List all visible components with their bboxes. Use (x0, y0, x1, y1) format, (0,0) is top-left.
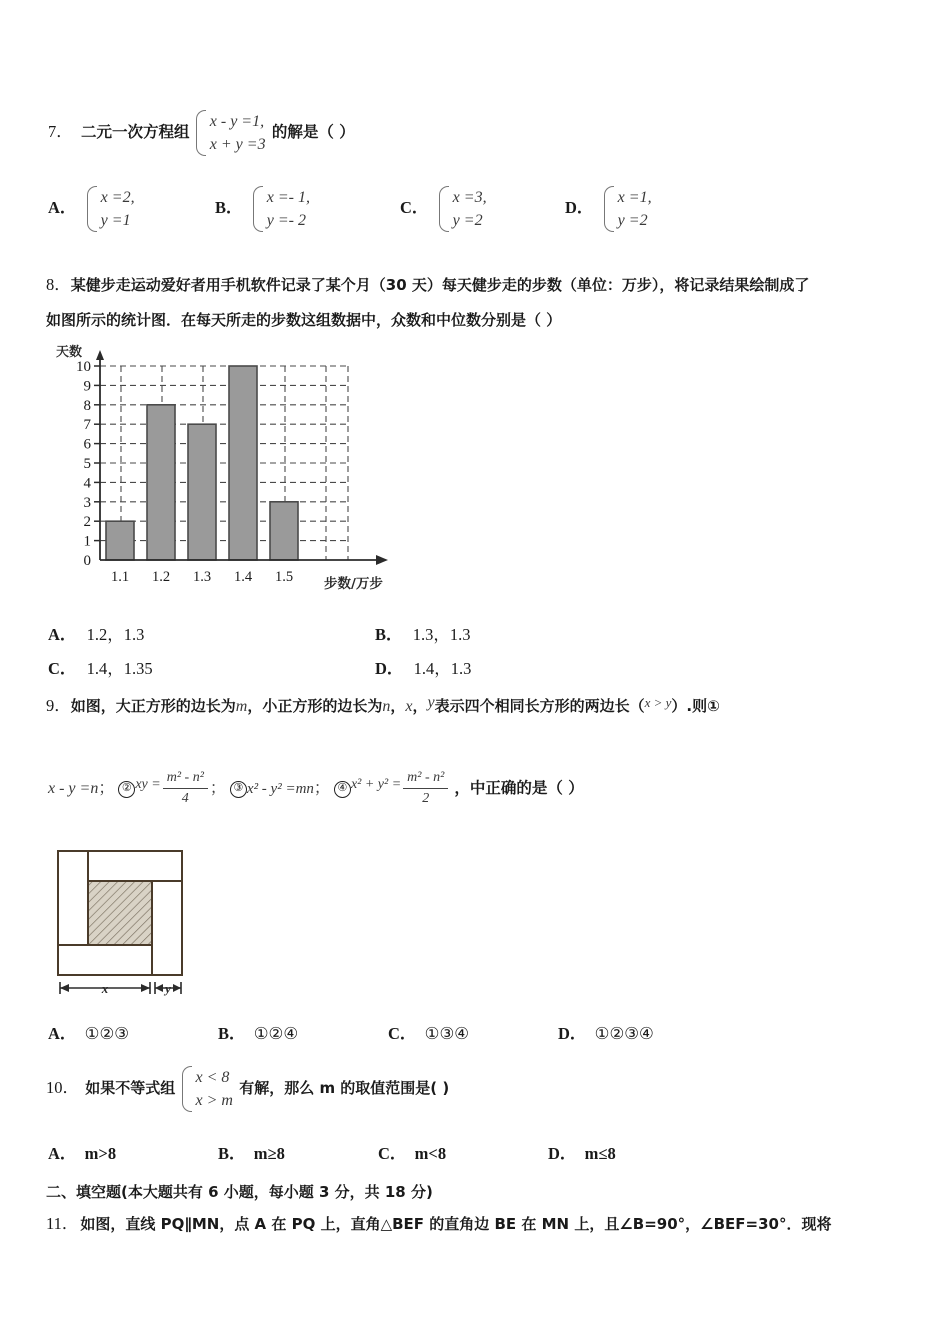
svg-text:10: 10 (76, 359, 91, 375)
option-b-label: B． (375, 625, 403, 644)
section-2-heading-text: 二、填空题(本大题共有 6 小题，每小题 3 分，共 18 分) (46, 1183, 433, 1201)
question-9-stem (46, 693, 720, 719)
question-11-number: 11． (46, 1214, 79, 1233)
option-b-line-2: y =- 2 (266, 212, 306, 230)
question-8-option-d[interactable] (375, 656, 471, 682)
option-b-label: B． (218, 1024, 246, 1043)
option-b-label: B． (215, 198, 243, 218)
question-7-option-a[interactable] (48, 186, 135, 232)
question-9-var-m: m (235, 698, 248, 715)
steps-bar-chart (48, 342, 408, 604)
option-b-text: m≥8 (253, 1144, 285, 1163)
question-10-stem-suffix: 有解，那么 m 的取值范围是( ) (239, 1079, 450, 1098)
option-a-text: 1.2，1.3 (86, 625, 145, 644)
question-10-option-c[interactable] (378, 1141, 446, 1167)
option-b-label: B． (218, 1144, 246, 1163)
bar-chart-svg (48, 342, 408, 604)
option-d-label: D． (558, 1024, 587, 1043)
svg-text:3: 3 (83, 494, 91, 511)
option-a-system (87, 186, 135, 232)
option-d-text: m≤8 (584, 1144, 616, 1163)
option-d-text: ①②③④ (594, 1024, 654, 1043)
option-d-system (604, 186, 652, 232)
question-9-stem-part-6: ）.则① (671, 697, 720, 715)
option-c-text: m<8 (414, 1144, 447, 1163)
dimension-label-y: y (165, 981, 171, 996)
brace-icon (196, 110, 206, 156)
question-7-stem (48, 110, 355, 156)
formula-sep-1: ； (98, 780, 115, 798)
question-10-option-d[interactable] (548, 1141, 616, 1167)
question-10-option-b[interactable] (218, 1141, 285, 1167)
formula-tail: ，中正确的是（ ） (454, 779, 584, 798)
question-8-text-line-2: 如图所示的统计图．在每天所走的步数这组数据中，众数和中位数分别是（ ） (46, 311, 562, 329)
svg-text:6: 6 (83, 436, 91, 453)
svg-text:0: 0 (83, 553, 91, 569)
question-11-stem (46, 1211, 831, 1237)
question-9-var-n: n (382, 698, 391, 715)
option-c-label: C． (378, 1144, 407, 1163)
option-d-label: D． (548, 1144, 577, 1163)
inner-shaded-square (88, 881, 152, 945)
svg-text:4: 4 (83, 475, 91, 492)
x-axis-arrow-icon (376, 555, 388, 565)
question-7-option-d[interactable] (565, 186, 652, 232)
chart-x-axis-label: 步数/万步 (324, 576, 383, 592)
formula-item-1: x - y =n (48, 780, 99, 798)
chart-y-axis-label: 天数 (56, 345, 83, 360)
formula-item-3: x² - y² =mn (246, 781, 314, 798)
option-b-text: ①②④ (253, 1024, 299, 1043)
formula-sep-3: ； (313, 780, 330, 798)
chart-y-tick-labels (76, 359, 92, 569)
formula-mark-4: ④ (334, 781, 351, 798)
svg-text:8: 8 (83, 397, 91, 414)
option-c-line-1: x =3, (452, 189, 487, 206)
option-b-line-1: x =- 1, (266, 189, 310, 206)
svg-text:1.2: 1.2 (151, 569, 171, 585)
question-8-option-b[interactable] (375, 622, 471, 648)
svg-text:1.5: 1.5 (274, 569, 294, 585)
bar-1.4 (229, 366, 257, 560)
question-10-system (182, 1066, 233, 1112)
question-10-stem (46, 1066, 449, 1112)
brace-icon (253, 186, 263, 232)
question-8-option-c[interactable] (48, 656, 153, 682)
option-a-label: A． (48, 625, 77, 644)
svg-text:7: 7 (83, 417, 91, 434)
question-7-system (196, 110, 266, 156)
question-9-stem-part-1: 如图，大正方形的边长为 (70, 697, 236, 715)
option-b-text: 1.3，1.3 (412, 625, 471, 644)
section-2-heading (46, 1179, 433, 1205)
pinwheel-square-figure (52, 845, 222, 1005)
question-11-text: 如图，直线 PQ∥MN，点 A 在 PQ 上，直角△BEF 的直角边 BE 在 MN 上，且∠B=90°，∠BEF=30°．现将 (80, 1215, 832, 1233)
question-7-system-line-2: x + y =3 (209, 136, 266, 154)
formula-item-2-lhs: xy = (135, 777, 161, 793)
question-9-var-x: x (405, 698, 413, 715)
pinwheel-square-svg (52, 845, 222, 1005)
question-9-condition: x > y (644, 695, 672, 710)
question-7-stem-prefix: 二元一次方程组 (81, 123, 190, 142)
question-8-line-2 (46, 307, 561, 333)
formula-item-4-fraction (403, 769, 448, 808)
bar-1.2 (147, 405, 175, 560)
question-7-option-c[interactable] (400, 186, 487, 232)
brace-icon (604, 186, 614, 232)
svg-text:1.1: 1.1 (110, 569, 130, 585)
option-a-label: A． (48, 1024, 77, 1043)
option-a-line-1: x =2, (100, 189, 135, 206)
question-10-stem-prefix: 如果不等式组 (85, 1079, 176, 1098)
svg-text:2: 2 (83, 514, 91, 531)
option-c-label: C． (388, 1024, 417, 1043)
option-a-line-2: y =1 (100, 212, 131, 230)
option-c-system (439, 186, 487, 232)
y-axis-arrow-icon (96, 350, 104, 360)
option-c-text: 1.4，1.35 (86, 659, 153, 678)
option-a-text: m>8 (84, 1144, 117, 1163)
fraction-numerator: m² - n² (403, 769, 448, 789)
fraction-denominator: 4 (181, 790, 189, 806)
question-7-system-line-1: x - y =1, (209, 113, 265, 130)
formula-item-2-fraction (163, 769, 208, 808)
question-8-number: 8． (46, 275, 71, 294)
fraction-numerator: m² - n² (163, 769, 208, 789)
question-9-stem-part-2: ，小正方形的边长为 (247, 697, 383, 715)
question-9-option-a[interactable] (48, 1021, 129, 1047)
brace-icon (87, 186, 97, 232)
fraction-denominator: 2 (422, 790, 430, 806)
question-9-stem-part-4: ， (412, 697, 428, 715)
option-a-text: ①②③ (84, 1024, 130, 1043)
option-d-line-1: x =1, (617, 189, 652, 206)
question-9-option-d[interactable] (558, 1021, 654, 1047)
question-7-option-b[interactable] (215, 186, 310, 232)
question-10-number: 10． (46, 1078, 79, 1098)
question-9-stem-part-3: ， (390, 697, 406, 715)
svg-text:1: 1 (83, 533, 91, 550)
question-9-formula (48, 770, 584, 809)
option-c-label: C． (48, 659, 77, 678)
chart-gridlines-horizontal (100, 366, 348, 541)
brace-icon (182, 1066, 192, 1112)
question-8-line-1 (46, 272, 809, 298)
question-9-number: 9． (46, 696, 71, 715)
question-10-system-line-1: x < 8 (195, 1069, 230, 1086)
bar-1.1 (106, 521, 134, 560)
formula-mark-3: ③ (230, 781, 247, 798)
option-b-system (253, 186, 310, 232)
bar-1.3 (188, 424, 216, 560)
svg-text:9: 9 (83, 378, 91, 395)
question-7-stem-suffix: 的解是（ ） (271, 123, 355, 142)
option-d-label: D． (375, 659, 404, 678)
formula-mark-2: ② (118, 781, 135, 798)
option-d-text: 1.4，1.3 (413, 659, 472, 678)
option-c-text: ①③④ (424, 1024, 470, 1043)
svg-text:5: 5 (83, 456, 91, 472)
option-d-label: D． (565, 198, 594, 218)
question-8-option-a[interactable] (48, 622, 144, 648)
svg-text:1.4: 1.4 (233, 569, 253, 585)
brace-icon (439, 186, 449, 232)
question-10-system-line-2: x > m (195, 1092, 233, 1110)
question-9-option-b[interactable] (218, 1021, 298, 1047)
dimension-label-x: x (101, 981, 109, 996)
question-9-option-c[interactable] (388, 1021, 469, 1047)
formula-sep-2: ； (209, 780, 226, 798)
option-c-line-2: y =2 (452, 212, 483, 230)
option-a-label: A． (48, 1144, 77, 1163)
chart-x-tick-labels (111, 569, 293, 585)
formula-item-4-lhs: x² + y² = (350, 777, 402, 793)
bar-1.5 (270, 502, 298, 560)
question-8-text-line-1: 某健步走运动爱好者用手机软件记录了某个月（30 天）每天健步走的步数（单位：万步），将记录结果绘制成了 (70, 276, 810, 294)
option-d-line-2: y =2 (617, 212, 648, 230)
option-a-label: A． (48, 198, 77, 218)
question-9-var-y: y (427, 694, 435, 711)
option-c-label: C． (400, 198, 429, 218)
question-10-option-a[interactable] (48, 1141, 116, 1167)
question-7-number: 7． (48, 122, 73, 142)
svg-text:1.3: 1.3 (192, 569, 212, 585)
question-9-stem-part-5: 表示四个相同长方形的两边长（ (434, 697, 645, 715)
